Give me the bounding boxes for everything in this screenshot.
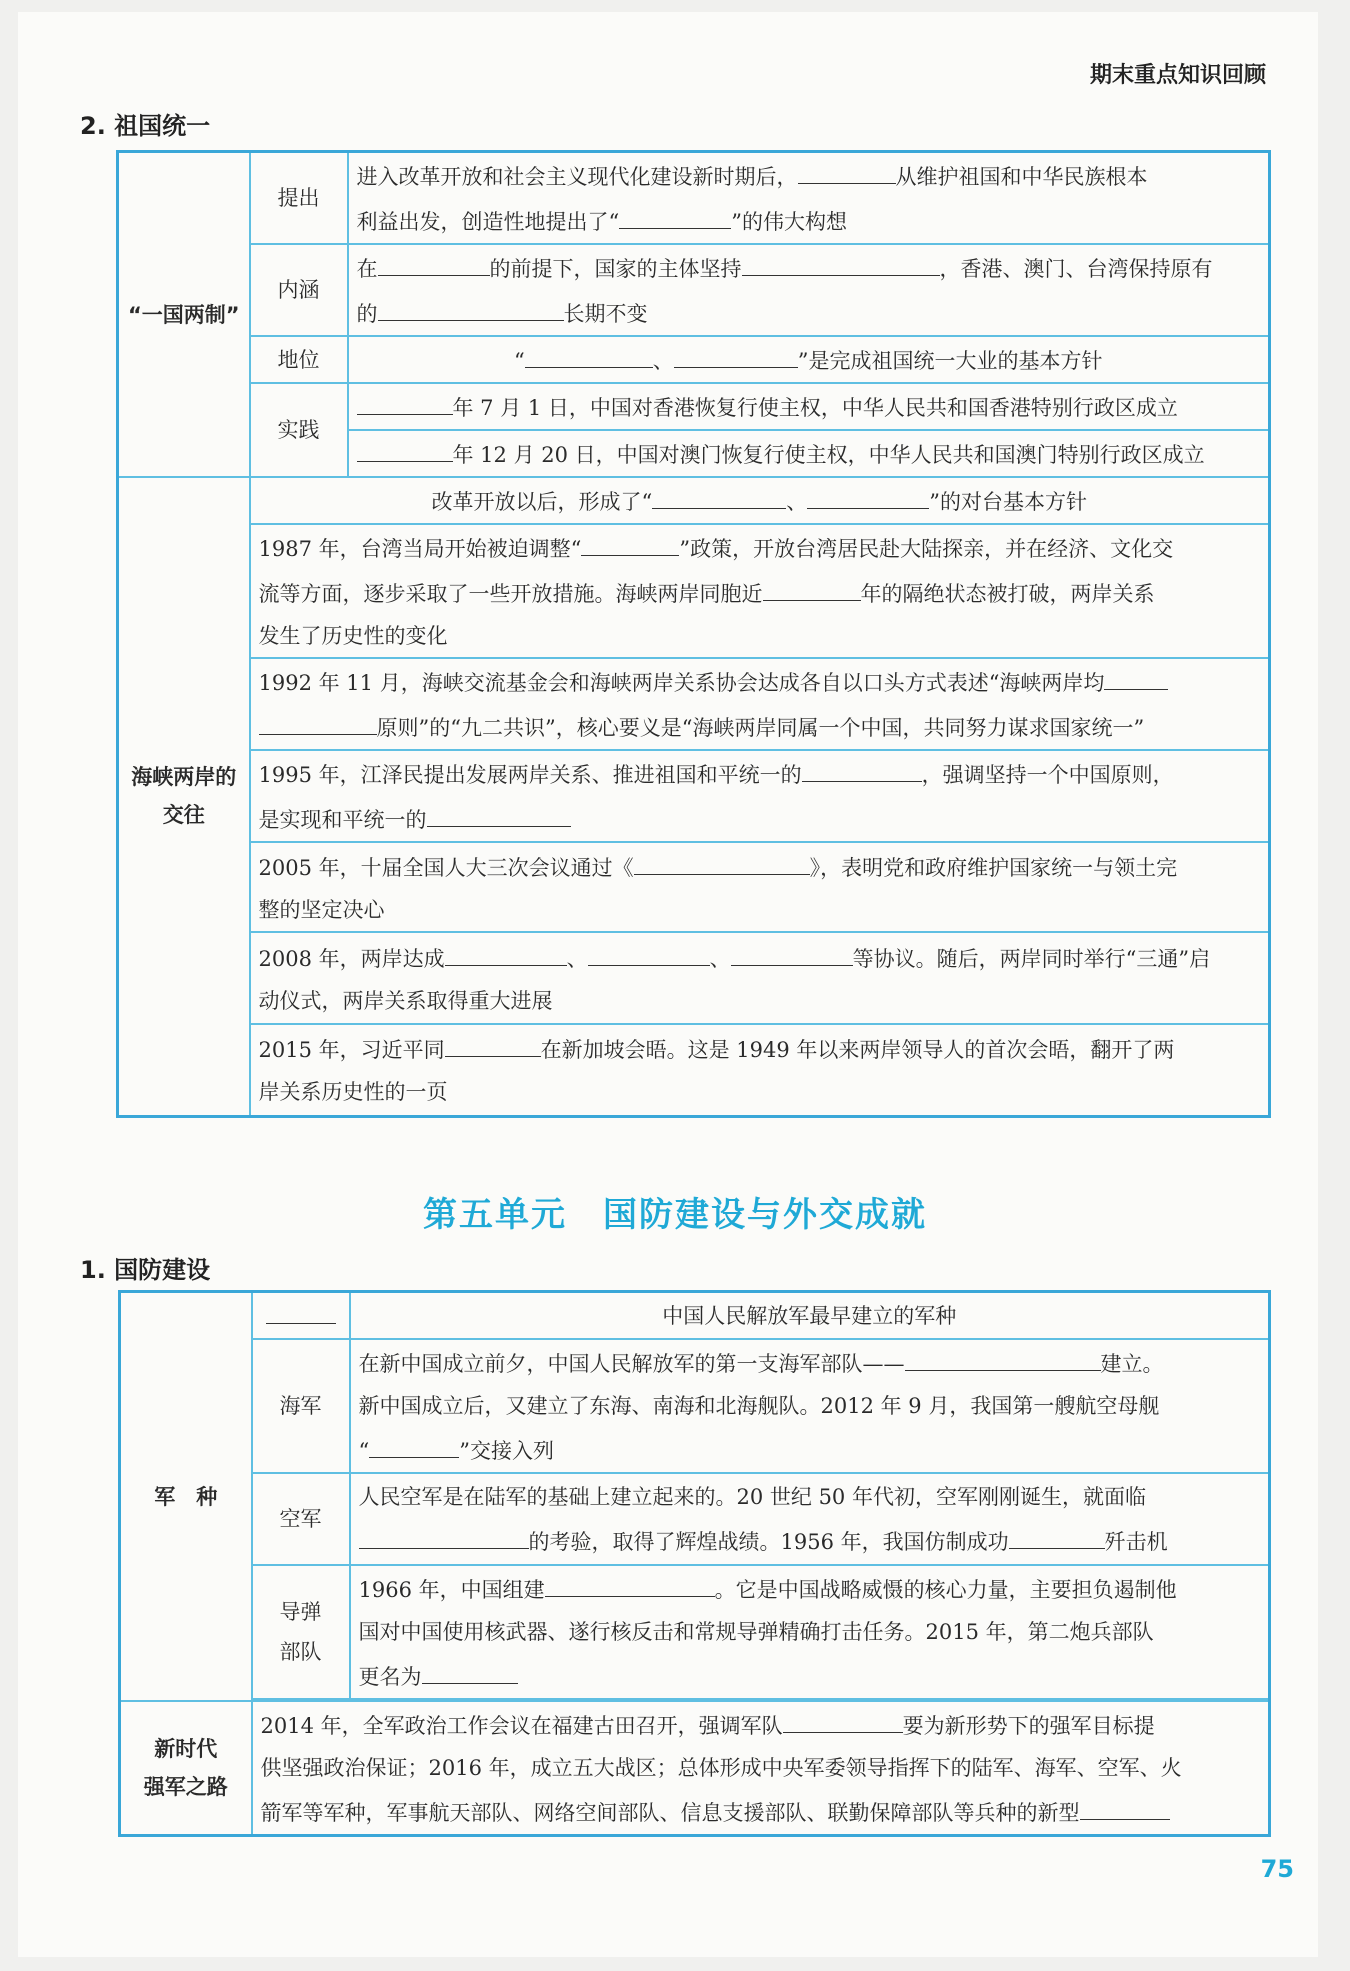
fill-blank[interactable] bbox=[378, 290, 564, 321]
event-2005: 2005 年，十届全国人大三次会议通过《 》，表明党和政府维护国家统一与领土完 整的坚定决心 bbox=[250, 842, 1270, 932]
fill-blank[interactable] bbox=[763, 570, 861, 601]
fill-blank[interactable] bbox=[1104, 659, 1168, 690]
unit-title: 第五单元 国防建设与外交成就 bbox=[423, 1195, 927, 1235]
fill-blank[interactable] bbox=[445, 935, 567, 966]
neihan-label: 内涵 bbox=[250, 244, 348, 336]
fill-blank[interactable] bbox=[422, 1653, 518, 1684]
event-1995: 1995 年，江泽民提出发展两岸关系、推进祖国和平统一的 ，强调坚持一个中国原则， 是实现和平统一的 bbox=[250, 750, 1270, 842]
service-branches-label: 军 种 bbox=[120, 1292, 252, 1702]
diwei-label: 地位 bbox=[250, 336, 348, 383]
navy-content: 在新中国成立前夕，中国人民解放军的第一支海军部队—— 建立。 新中国成立后，又建立了东海、南海和北海舰队。2012 年 9 月，我国第一艘航空母舰 “ ”交接入列 bbox=[350, 1339, 1270, 1473]
fill-blank[interactable] bbox=[1009, 1518, 1105, 1549]
section-title-unification: 2. 祖国统一 bbox=[80, 112, 211, 140]
neihan-content: 在 的前提下，国家的主体坚持 ，香港、澳门、台湾保持原有 的 长期不变 bbox=[348, 244, 1270, 336]
fill-blank[interactable] bbox=[525, 337, 653, 368]
cross-strait-label: 海峡两岸的 交往 bbox=[118, 477, 250, 1116]
fill-blank[interactable] bbox=[674, 337, 798, 368]
fill-blank[interactable] bbox=[266, 1293, 336, 1324]
fill-blank[interactable] bbox=[445, 1026, 541, 1057]
fill-blank[interactable] bbox=[427, 796, 571, 827]
shijian-hongkong: 年 7 月 1 日，中国对香港恢复行使主权，中华人民共和国香港特别行政区成立 bbox=[348, 383, 1270, 430]
tichu-label: 提出 bbox=[250, 152, 348, 245]
fill-blank[interactable] bbox=[581, 525, 679, 556]
event-1987: 1987 年，台湾当局开始被迫调整“ ”政策，开放台湾居民赴大陆探亲，并在经济、文化交 流等方面，逐步采取了一些开放措施。海峡两岸同胞近 年的隔绝状态被打破，两岸关系 发生了历史性的变化 bbox=[250, 524, 1270, 658]
fill-blank[interactable] bbox=[619, 198, 731, 229]
fill-blank[interactable] bbox=[905, 1340, 1101, 1371]
page-number: 75 bbox=[1260, 1855, 1294, 1883]
shijian-label: 实践 bbox=[250, 383, 348, 477]
fill-blank[interactable] bbox=[259, 704, 377, 735]
fill-blank[interactable] bbox=[588, 935, 710, 966]
army-content: 中国人民解放军最早建立的军种 bbox=[350, 1292, 1270, 1340]
fill-blank[interactable] bbox=[1080, 1789, 1170, 1820]
missile-force-content: 1966 年，中国组建 。它是中国战略威慑的核心力量，主要担负遏制他 国对中国使用核武器、遂行核反击和常规导弹精确打击任务。2015 年，第二炮兵部队 更名为 bbox=[350, 1565, 1270, 1699]
fill-blank[interactable] bbox=[357, 384, 453, 415]
yiguoliangzhi-label: “一国两制” bbox=[118, 152, 250, 478]
fill-blank[interactable] bbox=[742, 245, 940, 276]
air-force-content: 人民空军是在陆军的基础上建立起来的。20 世纪 50 年代初，空军刚刚诞生，就面临 的考验，取得了辉煌战绩。1956 年，我国仿制成功 歼击机 bbox=[350, 1473, 1270, 1565]
army-blank-cell bbox=[252, 1292, 350, 1340]
navy-label: 海军 bbox=[252, 1339, 350, 1473]
event-1992: 1992 年 11 月，海峡交流基金会和海峡两岸关系协会达成各自以口头方式表述“海峡两岸均 原则”的“九二共识”，核心要义是“海峡两岸同属一个中国，共同努力谋求国家统一” bbox=[250, 658, 1270, 750]
diwei-content: “ 、 ”是完成祖国统一大业的基本方针 bbox=[348, 336, 1270, 383]
section-title-defense: 1. 国防建设 bbox=[80, 1256, 211, 1284]
fill-blank[interactable] bbox=[634, 844, 810, 875]
taiwan-policy-row: 改革开放以后，形成了“ 、 ”的对台基本方针 bbox=[250, 477, 1270, 524]
fill-blank[interactable] bbox=[545, 1566, 715, 1597]
shijian-macau: 年 12 月 20 日，中国对澳门恢复行使主权，中华人民共和国澳门特别行政区成立 bbox=[348, 430, 1270, 477]
new-era-label: 新时代 强军之路 bbox=[120, 1701, 252, 1836]
new-era-content: 2014 年，全军政治工作会议在福建古田召开，强调军队 要为新形势下的强军目标提 供坚强政治保证；2016 年，成立五大战区；总体形成中央军委领导指挥下的陆军、海军、空军、火 箭军等军种，军事航天部队、网络空间部队、信息支援部队、联勤保障部队等兵种的新型 bbox=[252, 1701, 1270, 1836]
page-header: 期末重点知识回顾 bbox=[1089, 63, 1266, 88]
defense-table bbox=[118, 1290, 1271, 1837]
fill-blank[interactable] bbox=[731, 935, 853, 966]
air-force-label: 空军 bbox=[252, 1473, 350, 1565]
unification-table bbox=[116, 150, 1271, 1118]
fill-blank[interactable] bbox=[783, 1702, 903, 1733]
fill-blank[interactable] bbox=[802, 751, 922, 782]
fill-blank[interactable] bbox=[359, 1518, 529, 1549]
event-2015: 2015 年，习近平同 在新加坡会晤。这是 1949 年以来两岸领导人的首次会晤，翻开了两 岸关系历史性的一页 bbox=[250, 1024, 1270, 1116]
fill-blank[interactable] bbox=[798, 153, 896, 184]
fill-blank[interactable] bbox=[369, 1427, 459, 1458]
fill-blank[interactable] bbox=[652, 478, 786, 509]
missile-force-label: 导弹 部队 bbox=[252, 1565, 350, 1699]
fill-blank[interactable] bbox=[807, 478, 929, 509]
event-2008: 2008 年，两岸达成 、 、 等协议。随后，两岸同时举行“三通”启 动仪式，两岸关系取得重大进展 bbox=[250, 932, 1270, 1024]
fill-blank[interactable] bbox=[378, 245, 490, 276]
fill-blank[interactable] bbox=[357, 431, 453, 462]
tichu-content: 进入改革开放和社会主义现代化建设新时期后， 从维护祖国和中华民族根本 利益出发，创造性地提出了“ ”的伟大构想 bbox=[348, 152, 1270, 245]
